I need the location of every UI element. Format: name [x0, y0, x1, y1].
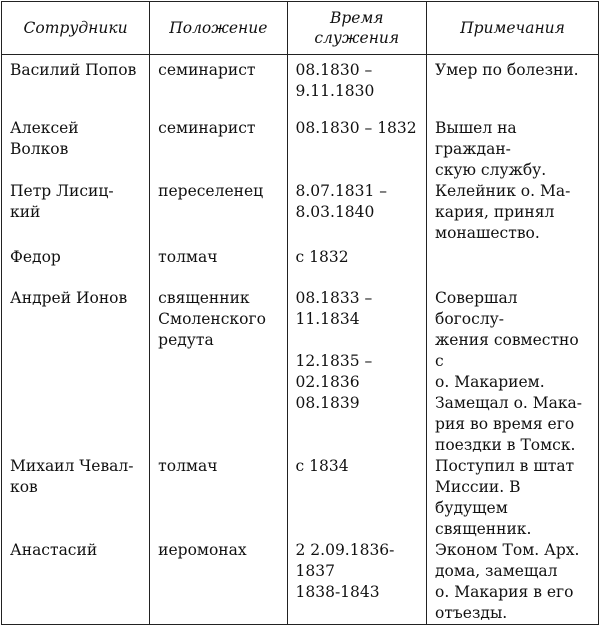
staff-table	[1, 1, 599, 625]
cell-time: 08.1833 – 11.1834 12.1835 – 02.1836 08.1839	[287, 288, 427, 456]
cell-time: 8.07.1831 – 8.03.1840	[287, 181, 427, 247]
cell-time: 08.1830 – 1832	[287, 118, 427, 181]
cell-notes: Поступил в штат Миссии. В будущем священник.	[427, 456, 599, 540]
table-row	[2, 118, 599, 181]
cell-notes: Келейник о. Ма- кария, принял монашество.	[427, 181, 599, 247]
table-row	[2, 540, 599, 625]
table-row	[2, 181, 599, 247]
cell-time: с 1834	[287, 456, 427, 540]
cell-name: Петр Лисиц- кий	[2, 181, 150, 247]
header-position: Положение	[150, 2, 287, 55]
cell-name: Федор	[2, 247, 150, 288]
cell-time: 2 2.09.1836-1837 1838-1843	[287, 540, 427, 625]
header-notes: Примечания	[427, 2, 599, 55]
cell-name: Михаил Чевал- ков	[2, 456, 150, 540]
cell-notes	[427, 247, 599, 288]
cell-position: переселенец	[150, 181, 287, 247]
cell-name: Андрей Ионов	[2, 288, 150, 456]
cell-position: семинарист	[150, 55, 287, 118]
cell-position: иеромонах	[150, 540, 287, 625]
table-row	[2, 55, 599, 118]
cell-position: толмач	[150, 456, 287, 540]
cell-notes: Совершал богослу- жения совместно с о. Макарием. Замещал о. Мака- рия во время его поездки в Томск.	[427, 288, 599, 456]
table-row	[2, 288, 599, 456]
cell-notes: Умер по болезни.	[427, 55, 599, 118]
cell-time: 08.1830 – 9.11.1830	[287, 55, 427, 118]
cell-name: Алексей Волков	[2, 118, 150, 181]
cell-position: священник Смоленского редута	[150, 288, 287, 456]
cell-name: Анастасий	[2, 540, 150, 625]
header-row	[2, 2, 599, 55]
cell-position: семинарист	[150, 118, 287, 181]
table-row	[2, 247, 599, 288]
cell-notes: Эконом Том. Арх. дома, замещал о. Макария в его отъезды.	[427, 540, 599, 625]
table-row	[2, 456, 599, 540]
cell-name: Василий Попов	[2, 55, 150, 118]
cell-time: с 1832	[287, 247, 427, 288]
header-staff: Сотрудники	[2, 2, 150, 55]
cell-position: толмач	[150, 247, 287, 288]
cell-notes: Вышел на граждан- скую службу.	[427, 118, 599, 181]
header-service-time: Время служения	[287, 2, 427, 55]
